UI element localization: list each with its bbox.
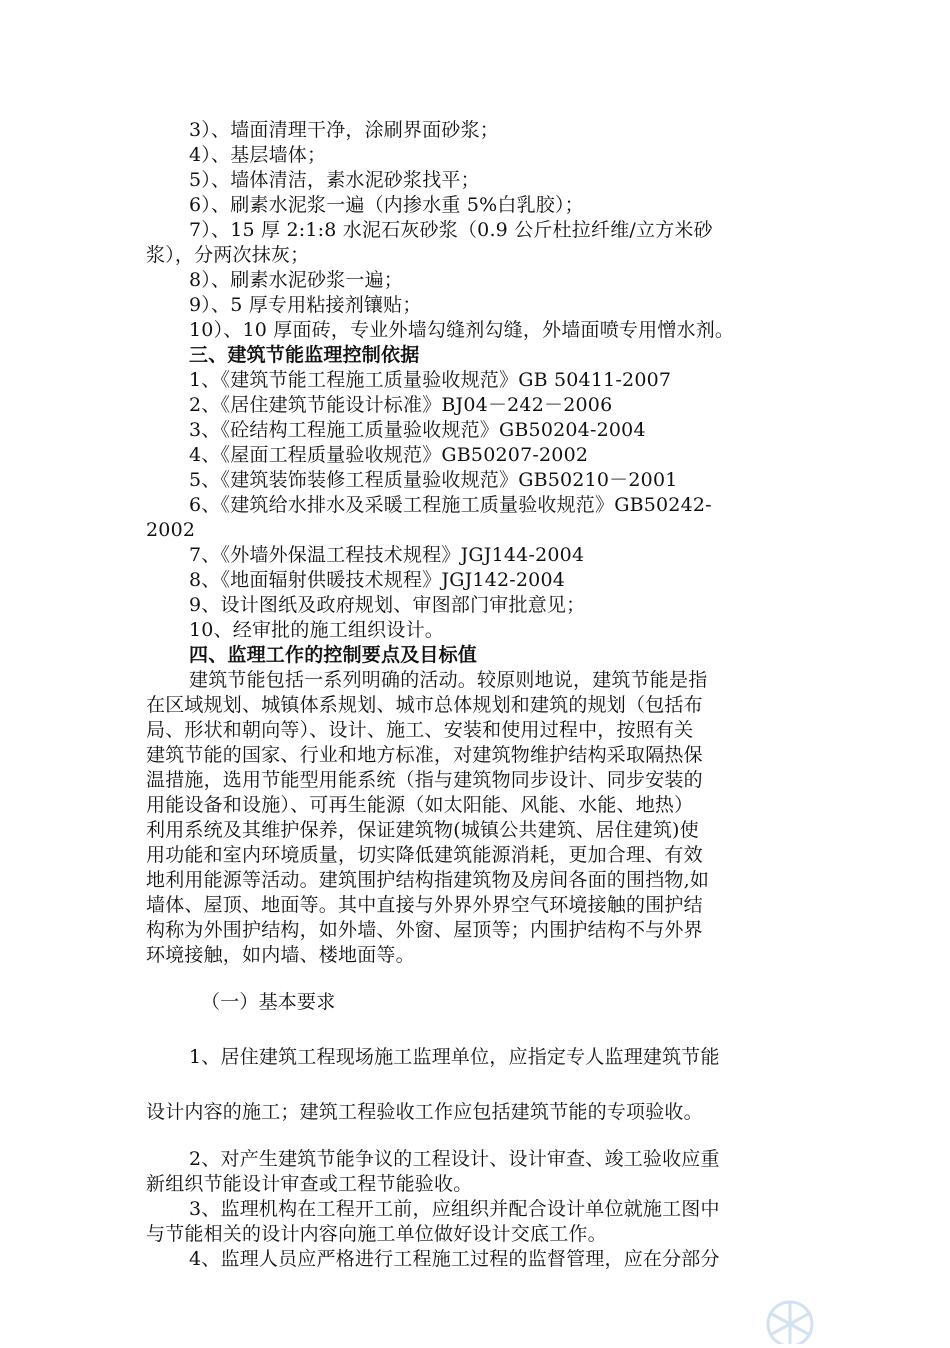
text-line: 8）、刷素水泥砂浆一遍；: [189, 269, 403, 291]
text-line: 与节能相关的设计内容向施工单位做好设计交底工作。: [146, 1223, 607, 1245]
document-body: [146, 118, 808, 1272]
text-line: 4）、基层墙体；: [189, 144, 327, 166]
section-heading: 四、监理工作的控制要点及目标值: [189, 644, 478, 666]
text-line: 用功能和室内环境质量，切实降低建筑能源消耗，更加合理、有效: [146, 844, 703, 866]
section-heading: 三、建筑节能监理控制依据: [189, 344, 420, 366]
text-line: 6）、刷素水泥浆一遍（内掺水重 5%白乳胶）；: [189, 194, 584, 216]
text-line: 2、《居住建筑节能设计标准》BJ04－242－2006: [189, 394, 613, 416]
text-line: 利用系统及其维护保养，保证建筑物(城镇公共建筑、居住建筑)使: [146, 819, 699, 841]
text-line: 9、设计图纸及政府规划、审图部门审批意见；: [189, 594, 586, 616]
text-line: 7、《外墙外保温工程技术规程》JGJ144-2004: [189, 544, 585, 566]
text-line: 3）、墙面清理干净，涂刷界面砂浆；: [189, 119, 499, 141]
text-line: 10）、10 厚面砖，专业外墙勾缝剂勾缝，外墙面喷专用憎水剂。: [189, 319, 735, 341]
text-line: 2、对产生建筑节能争议的工程设计、设计审查、竣工验收应重: [189, 1148, 720, 1170]
text-line: 9）、5 厚专用粘接剂镶贴；: [189, 294, 422, 316]
text-line: 8、《地面辐射供暖技术规程》JGJ142-2004: [189, 569, 566, 591]
subsection-heading: （一）基本要求: [201, 991, 336, 1013]
text-line: 1、居住建筑工程现场施工监理单位，应指定专人监理建筑节能: [189, 1046, 720, 1068]
text-line: 5）、墙体清洁，素水泥砂浆找平；: [189, 169, 480, 191]
text-line: 5、《建筑装饰装修工程质量验收规范》GB50210－2001: [189, 469, 678, 491]
text-line: 2002: [146, 519, 196, 541]
text-line: 6、《建筑给水排水及采暖工程施工质量验收规范》GB50242-: [189, 494, 712, 516]
text-line: 浆），分两次抹灰；: [146, 244, 310, 266]
text-line: 环境接触，如内墙、楼地面等。: [146, 944, 415, 966]
text-line: 建筑节能的国家、行业和地方标准，对建筑物维护结构采取隔热保: [146, 744, 703, 766]
text-line: 设计内容的施工；建筑工程验收工作应包括建筑节能的专项验收。: [146, 1101, 703, 1123]
text-line: 温措施，选用节能型用能系统（指与建筑物同步设计、同步安装的: [146, 769, 703, 791]
text-line: 用能设备和设施）、可再生能源（如太阳能、风能、水能、地热）: [146, 794, 694, 816]
text-line: 4、《屋面工程质量验收规范》GB50207-2002: [189, 444, 589, 466]
text-line: 3、《砼结构工程施工质量验收规范》GB50204-2004: [189, 419, 646, 441]
text-line: 7）、15 厚 2:1:8 水泥石灰砂浆（0.9 公斤杜拉纤维/立方米砂: [189, 219, 713, 241]
text-line: 10、经审批的施工组织设计。: [189, 619, 444, 641]
text-line: 墙体、屋顶、地面等。其中直接与外界外界空气环境接触的围护结: [146, 894, 703, 916]
text-line: 新组织节能设计审查或工程节能验收。: [146, 1173, 473, 1195]
text-line: 3、监理机构在工程开工前，应组织并配合设计单位就施工图中: [189, 1198, 720, 1220]
text-line: 地利用能源等活动。建筑围护结构指建筑物及房间各面的围挡物,如: [146, 869, 710, 891]
text-line: 1、《建筑节能工程施工质量验收规范》GB 50411-2007: [189, 369, 672, 391]
text-line: 构称为外围护结构，如外墙、外窗、屋顶等；内围护结构不与外界: [146, 919, 703, 941]
text-line: 在区域规划、城镇体系规划、城市总体规划和建筑的规划（包括布: [146, 694, 703, 716]
text-line: 局、形状和朝向等）、设计、施工、安装和使用过程中，按照有关: [146, 719, 694, 741]
text-line: 建筑节能包括一系列明确的活动。较原则地说，建筑节能是指: [189, 669, 708, 691]
text-line: 4、监理人员应严格进行工程施工过程的监督管理，应在分部分: [189, 1248, 720, 1270]
snowflake-watermark-icon: [750, 1284, 830, 1344]
